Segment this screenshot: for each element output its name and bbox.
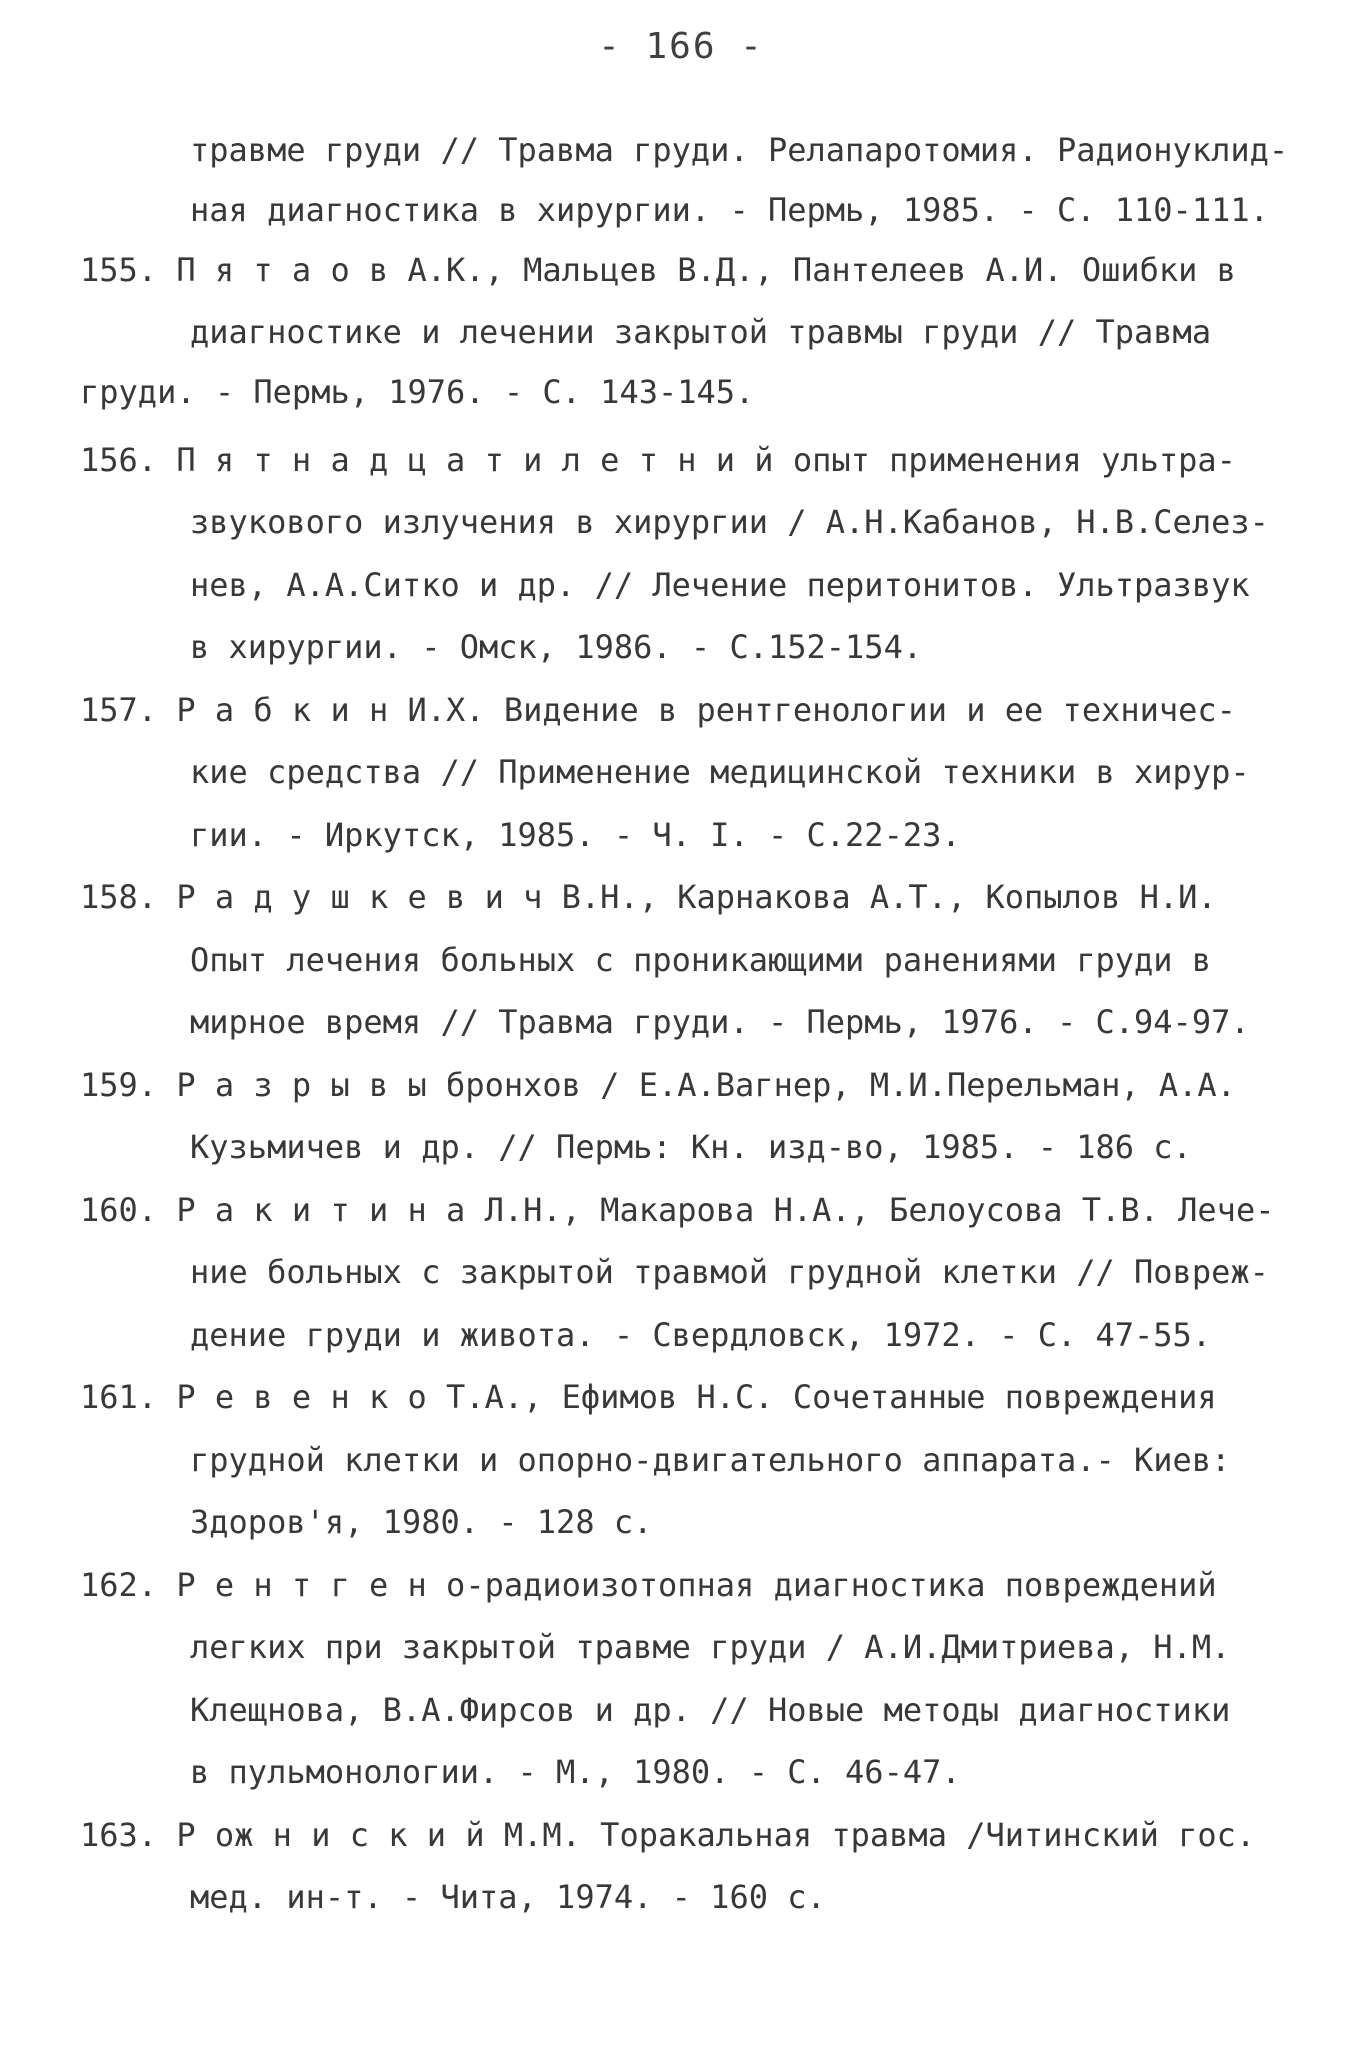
text-line: дение груди и живота. - Свердловск, 1972. - С. 47-55. bbox=[190, 1316, 1212, 1354]
text-line: легких при закрытой травме груди / А.И.Дмитриева, Н.М. bbox=[190, 1628, 1231, 1666]
text-line: 163. Р ож н и с к и й М.М. Торакальная травма /Читинский гос. bbox=[80, 1816, 1256, 1854]
text-line: Здоров'я, 1980. - 128 с. bbox=[190, 1503, 653, 1541]
text-line: 158. Р а д у ш к е в и ч В.Н., Карнакова А.Т., Копылов Н.И. bbox=[80, 878, 1217, 916]
page-number: - 166 - bbox=[598, 26, 764, 67]
text-line: кие средства // Применение медицинской техники в хирур- bbox=[190, 753, 1250, 791]
text-line: Клещнова, В.А.Фирсов и др. // Новые методы диагностики bbox=[190, 1691, 1231, 1729]
text-line: 156. П я т н а д ц а т и л е т н и й опыт применения ультра- bbox=[80, 441, 1236, 479]
text-line: грудной клетки и опорно-двигательного аппарата.- Киев: bbox=[190, 1441, 1231, 1479]
text-line: диагностике и лечении закрытой травмы груди // Травма bbox=[190, 313, 1212, 351]
text-line: 162. Р е н т г е н о-радиоизотопная диагностика повреждений bbox=[80, 1566, 1217, 1604]
text-line: 161. Р е в е н к о Т.А., Ефимов Н.С. Сочетанные повреждения bbox=[80, 1378, 1217, 1416]
text-line: травме груди // Травма груди. Релапаротомия. Радионуклид- bbox=[190, 131, 1289, 169]
text-line: 159. Р а з р ы в ы бронхов / Е.А.Вагнер, М.И.Перельман, А.А. bbox=[80, 1066, 1236, 1104]
text-line: в пульмонологии. - М., 1980. - С. 46-47. bbox=[190, 1753, 961, 1791]
text-line: 160. Р а к и т и н а Л.Н., Макарова Н.А., Белоусова Т.В. Лече- bbox=[80, 1191, 1275, 1229]
text-line: в хирургии. - Омск, 1986. - С.152-154. bbox=[190, 628, 923, 666]
text-line: груди. - Пермь, 1976. - С. 143-145. bbox=[80, 373, 755, 411]
text-line: Опыт лечения больных с проникающими ранениями груди в bbox=[190, 941, 1212, 979]
text-line: Кузьмичев и др. // Пермь: Кн. изд-во, 1985. - 186 с. bbox=[190, 1128, 1192, 1166]
text-line: нев, А.А.Ситко и др. // Лечение перитонитов. Ультразвук bbox=[190, 566, 1250, 604]
text-line: звукового излучения в хирургии / А.Н.Кабанов, Н.В.Селез- bbox=[190, 503, 1269, 541]
text-line: 157. Р а б к и н И.Х. Видение в рентгенологии и ее техничес- bbox=[80, 691, 1236, 729]
text-line: ная диагностика в хирургии. - Пермь, 1985. - С. 110-111. bbox=[190, 191, 1269, 229]
text-line: мед. ин-т. - Чита, 1974. - 160 с. bbox=[190, 1878, 826, 1916]
text-line: гии. - Иркутск, 1985. - Ч. I. - С.22-23. bbox=[190, 816, 961, 854]
text-line: мирное время // Травма груди. - Пермь, 1976. - С.94-97. bbox=[190, 1003, 1250, 1041]
text-line: 155. П я т а о в А.К., Мальцев В.Д., Пантелеев А.И. Ошибки в bbox=[80, 251, 1236, 289]
text-line: ние больных с закрытой травмой грудной клетки // Повреж- bbox=[190, 1253, 1269, 1291]
